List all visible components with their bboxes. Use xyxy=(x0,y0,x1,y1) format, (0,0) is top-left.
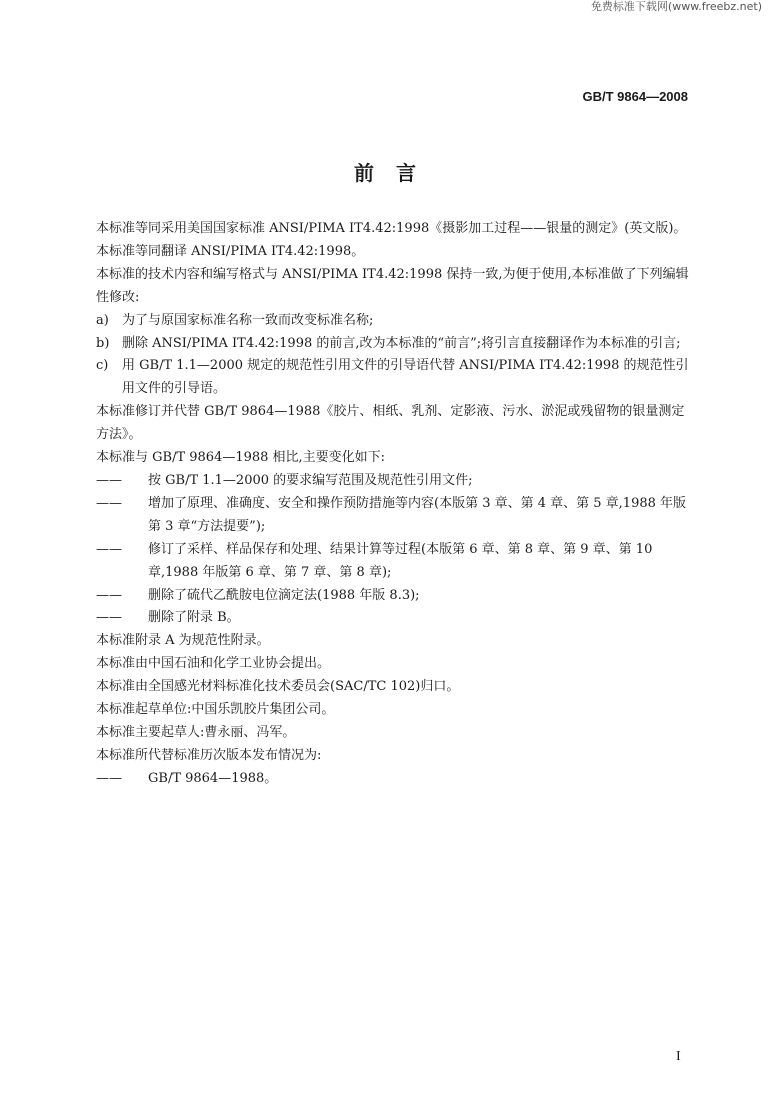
list-item-text: 用 GB/T 1.1—2000 规定的规范性引用文件的引导语代替 ANSI/PIMA IT4.42:1998 的规范性引用文件的引导语。 xyxy=(122,358,689,397)
page-number: I xyxy=(676,1049,681,1064)
list-marker: a) xyxy=(96,312,109,328)
change-item xyxy=(96,470,692,493)
paragraph-edits-intro: 本标准的技术内容和编写格式与 ANSI/PIMA IT4.42:1998 保持一致,为便于使用,本标准做了下列编辑性修改: xyxy=(96,266,689,305)
dash-marker: —— xyxy=(96,495,122,511)
change-item xyxy=(96,493,692,539)
list-item-a xyxy=(96,310,692,333)
paragraph-replaces: 本标准修订并代替 GB/T 9864—1988《胶片、相纸、乳剂、定影液、污水、淤泥或残留物的银量测定方法》。 xyxy=(96,404,685,443)
dash-marker: —— xyxy=(96,541,122,557)
dash-marker: —— xyxy=(96,587,122,603)
change-item xyxy=(96,539,692,585)
list-item-b xyxy=(96,333,692,356)
change-text: 修订了采样、样品保存和处理、结果计算等过程(本版第 6 章、第 8 章、第 9 章、第 10 章,1988 年版第 6 章、第 7 章、第 8 章); xyxy=(148,541,653,580)
change-text: 删除了附录 B。 xyxy=(148,610,240,626)
document-body xyxy=(96,218,692,791)
change-text: 按 GB/T 1.1—2000 的要求编写范围及规范性引用文件; xyxy=(148,472,473,488)
standard-number: GB/T 9864—2008 xyxy=(582,89,688,104)
dash-marker: —— xyxy=(96,610,122,626)
paragraph-annex: 本标准附录 A 为规范性附录。 xyxy=(96,633,270,649)
list-item-c xyxy=(96,355,692,401)
list-item-text: 删除 ANSI/PIMA IT4.42:1998 的前言,改为本标准的“前言”;将引言直接翻译作为本标准的引言; xyxy=(122,335,681,351)
change-text: 增加了原理、准确度、安全和操作预防措施等内容(本版第 3 章、第 4 章、第 5 章,1988 年版第 3 章“方法提要”); xyxy=(148,495,687,534)
paragraph-drafters: 本标准主要起草人:曹永丽、冯军。 xyxy=(96,724,296,740)
paragraph-drafting-unit: 本标准起草单位:中国乐凯胶片集团公司。 xyxy=(96,702,335,718)
change-item xyxy=(96,585,692,608)
page-title: 前言 xyxy=(354,161,438,185)
dash-marker: —— xyxy=(96,770,122,786)
paragraph-proposer: 本标准由中国石油和化学工业协会提出。 xyxy=(96,656,331,672)
history-text: GB/T 9864—1988。 xyxy=(148,770,278,786)
paragraph-history-intro: 本标准所代替标准历次版本发布情况为: xyxy=(96,747,322,763)
list-marker: b) xyxy=(96,335,110,351)
change-text: 删除了硫代乙酰胺电位滴定法(1988 年版 8.3); xyxy=(148,587,420,603)
list-item-text: 为了与原国家标准名称一致而改变标准名称; xyxy=(122,312,374,328)
dash-marker: —— xyxy=(96,472,122,488)
paragraph-changes-intro: 本标准与 GB/T 9864—1988 相比,主要变化如下: xyxy=(96,450,386,466)
paragraph-adoption: 本标准等同采用美国国家标准 ANSI/PIMA IT4.42:1998《摄影加工过程——银量的测定》(英文版)。本标准等同翻译 ANSI/PIMA IT4.42:1998。 xyxy=(96,221,687,259)
history-item xyxy=(96,768,692,791)
change-item xyxy=(96,607,692,630)
watermark-text: 免费标准下载网(www.freebz.net) xyxy=(590,0,762,13)
paragraph-committee: 本标准由全国感光材料标准化技术委员会(SAC/TC 102)归口。 xyxy=(96,679,460,695)
list-marker: c) xyxy=(96,358,109,374)
